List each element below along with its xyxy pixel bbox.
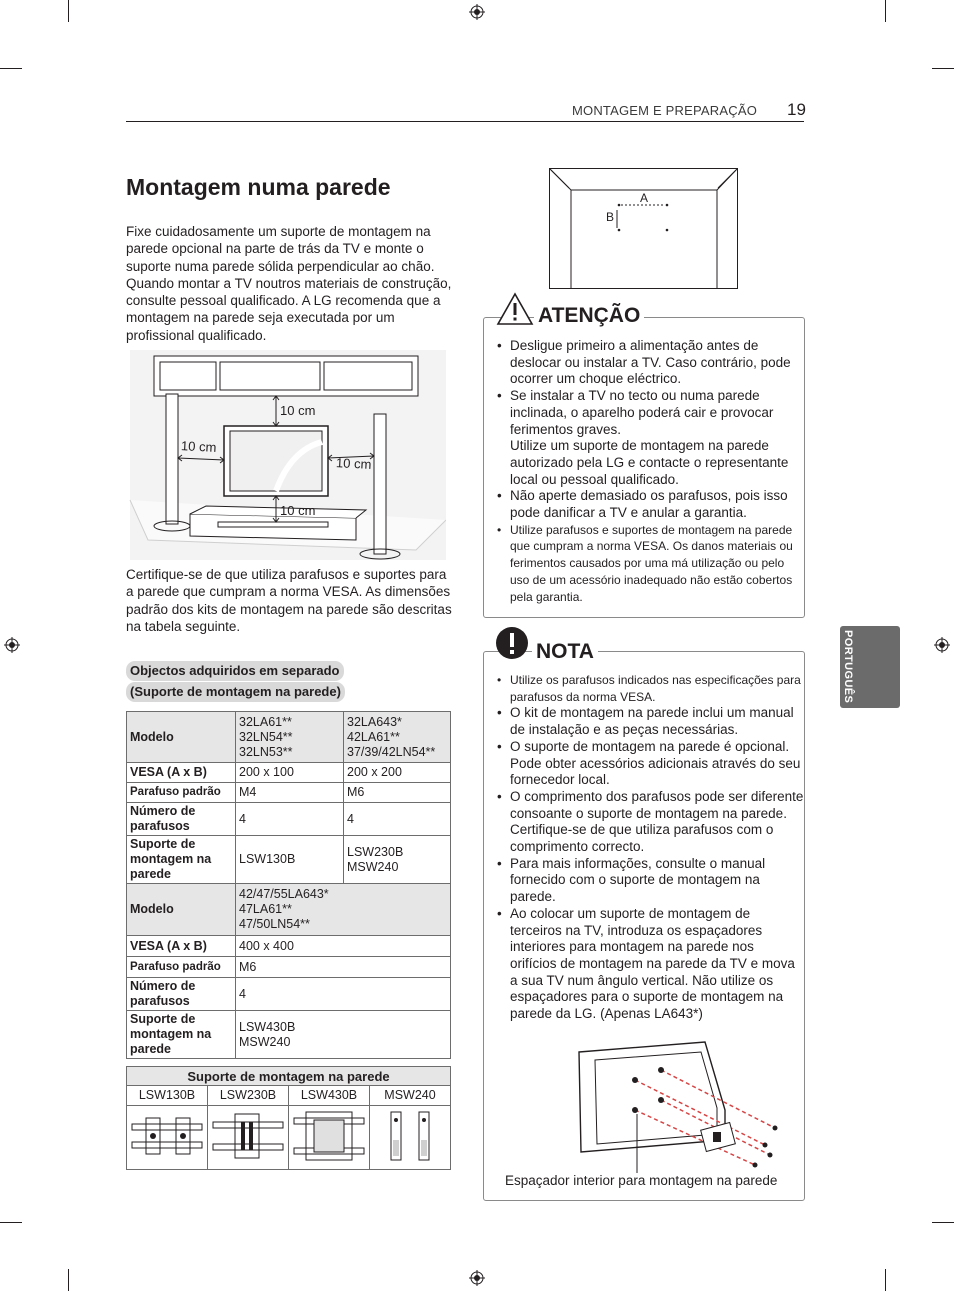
registration-mark-icon [469, 4, 485, 20]
header-rule [126, 121, 804, 122]
crop-mark [68, 1269, 69, 1291]
crop-mark [885, 1269, 886, 1291]
screw-value-2: M6 [236, 957, 451, 978]
bracket-model-cell: LSW130B [127, 1086, 208, 1106]
registration-mark-icon [934, 637, 950, 653]
screw-value-b: M6 [344, 783, 451, 803]
vesa-hole-diagram [549, 168, 738, 289]
caution-item: • Utilize parafusos e suportes de montagem na parede que cumpram a norma VESA. Os danos materiais ou ferimentos causados por uma má utilização ou pelo uso de um acessório inadequado não estão cobertos pela garantia. [510, 522, 804, 606]
screw-value-a: M4 [236, 783, 344, 803]
model-label-2: Modelo [127, 884, 236, 936]
screw-label-2: Parafuso padrão [127, 957, 236, 978]
bracket-model-cell: MSW240 [370, 1086, 451, 1106]
clearance-label-left: 10 cm [180, 438, 217, 455]
bracket-lsw230b-icon [211, 1108, 285, 1164]
vesa-label: VESA (A x B) [127, 763, 236, 783]
vesa-value-b: 200 x 200 [344, 763, 451, 783]
page-title: Montagem numa parede [126, 174, 391, 200]
purchased-separately-sublabel: (Suporte de montagem na parede) [126, 682, 345, 702]
bracket-lsw130b-icon [130, 1108, 204, 1164]
crop-mark [0, 68, 22, 69]
bracket-value-a: LSW130B [236, 836, 344, 884]
crop-mark [932, 68, 954, 69]
bracket-msw240-icon [373, 1108, 447, 1164]
spec-table-1 [126, 711, 451, 1059]
page-number: 19 [787, 100, 806, 119]
note-item: • O comprimento dos parafusos pode ser diferente consoante o suporte de montagem na parede. Certifique-se de que utiliza parafusos com o comprimento correcto. [510, 789, 804, 856]
clearance-label-top: 10 cm [280, 403, 316, 418]
vesa-paragraph: Certifique-se de que utiliza parafusos e suportes para a parede que cumpram a norma VESA. As dimensões padrão dos kits de montagem na parede são descritas na tabela seguinte. [126, 567, 452, 634]
bracket-label: Suporte de montagem na parede [127, 836, 236, 884]
caution-item: • Se instalar a TV no tecto ou numa parede inclinada, o aparelho poderá cair e provocar ferimentos graves. Utilize um suporte de montagem na parede autorizado pela LG e contacte o representante local ou pessoal qualificado. [510, 388, 804, 488]
intro-paragraph: Fixe cuidadosamente um suporte de montagem na parede opcional na parte de trás da TV e monte o suporte numa parede sólida perpendicular ao chão. Quando montar a TV noutros materiais de construção, consulte pessoal qualificado. A LG recomenda que a montagem na parede seja executada por um profissional qualificado. [126, 224, 452, 343]
bracket-label-2: Suporte de montagem na parede [127, 1011, 236, 1059]
bracket-image-cell [208, 1106, 289, 1170]
registration-mark-icon [4, 637, 20, 653]
note-title: NOTA [532, 640, 598, 664]
bracket-image-cell [370, 1106, 451, 1170]
bracket-value-b: LSW230B MSW240 [344, 836, 451, 884]
registration-mark-icon [469, 1270, 485, 1286]
bracket-model-cell: LSW430B [289, 1086, 370, 1106]
note-item: • Ao colocar um suporte de montagem de terceiros na TV, introduza os espaçadores interiores para montagem na parede nos orifícios de montagem na parede da TV e mova a sua TV num ângulo vertical. Não utilize os espaçadores para o suporte de montagem na parede da LG. (Apenas LA643*) [510, 906, 804, 1023]
note-exclamation-icon [495, 626, 529, 660]
vesa-label-b: B [606, 210, 615, 224]
bracket-image-cell [127, 1106, 208, 1170]
clearance-label-bottom: 10 cm [280, 503, 316, 518]
caution-item: • Não aperte demasiado os parafusos, pois isso pode danificar a TV e anular a garantia. [510, 488, 804, 521]
spacer-caption: Espaçador interior para montagem na parede [505, 1173, 778, 1188]
model-value-b: 32LA643* 42LA61** 37/39/42LN54** [344, 712, 451, 763]
note-item: • Utilize os parafusos indicados nas especificações para parafusos da norma VESA. [510, 672, 804, 705]
screw-count-label-2: Número de parafusos [127, 978, 236, 1011]
vesa-value-2: 400 x 400 [236, 936, 451, 957]
language-tab-label: PORTUGUÊS [842, 630, 854, 704]
spacer-installation-illustration [575, 1040, 785, 1175]
screw-label: Parafuso padrão [127, 783, 236, 803]
bracket-lsw430b-icon [292, 1108, 366, 1164]
vesa-label-a: A [640, 191, 649, 205]
crop-mark [68, 0, 69, 22]
purchased-separately-label: Objectos adquiridos em separado [126, 661, 344, 681]
note-item: • Para mais informações, consulte o manual fornecido com o suporte de montagem na parede. [510, 856, 804, 906]
bracket-table-header: Suporte de montagem na parede [127, 1067, 451, 1086]
note-item: • O suporte de montagem na parede é opcional. Pode obter acessórios adicionais através do seu fornecedor local. [510, 739, 804, 789]
caution-box [483, 317, 805, 618]
crop-mark [885, 0, 886, 22]
screw-count-a: 4 [236, 803, 344, 836]
model-label: Modelo [127, 712, 236, 763]
vesa-value-a: 200 x 100 [236, 763, 344, 783]
clearance-label-right: 10 cm [335, 455, 372, 472]
vesa-label-2: VESA (A x B) [127, 936, 236, 957]
screw-count-label: Número de parafusos [127, 803, 236, 836]
screw-count-2: 4 [236, 978, 451, 1011]
caution-item: • Desligue primeiro a alimentação antes de deslocar ou instalar a TV. Caso contrário, pode ocorrer um choque eléctrico. [510, 338, 804, 388]
note-item: • O kit de montagem na parede inclui um manual de instalação e as peças necessárias. [510, 705, 804, 738]
running-header-section: MONTAGEM E PREPARAÇÃO [572, 103, 758, 118]
screw-count-b: 4 [344, 803, 451, 836]
model-value-a: 32LA61** 32LN54** 32LN53** [236, 712, 344, 763]
warning-triangle-icon [496, 292, 534, 326]
wall-clearance-illustration [126, 350, 446, 560]
model-value-2: 42/47/55LA643* 47LA61** 47/50LN54** [236, 884, 451, 936]
bracket-model-table [126, 1066, 451, 1170]
language-side-tab [840, 626, 900, 708]
crop-mark [0, 1222, 22, 1223]
bracket-value-2: LSW430B MSW240 [236, 1011, 451, 1059]
bracket-model-cell: LSW230B [208, 1086, 289, 1106]
caution-title: ATENÇÃO [534, 304, 644, 328]
bracket-image-cell [289, 1106, 370, 1170]
crop-mark [932, 1222, 954, 1223]
